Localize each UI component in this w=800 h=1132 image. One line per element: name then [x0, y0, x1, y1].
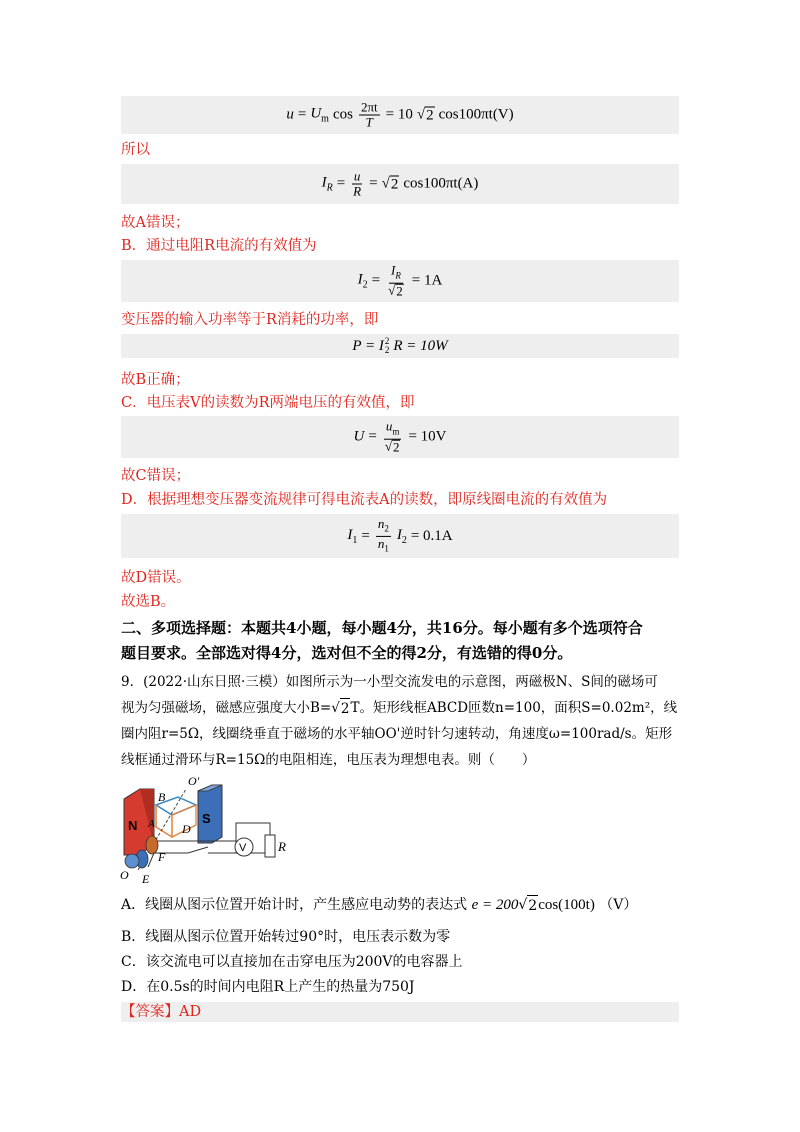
eq6-frac-num — [376, 517, 391, 537]
eq2-rhs2: cos100πt(A) — [403, 175, 479, 192]
text-a-wrong: 故A错误； — [121, 215, 190, 231]
eq5-fraction — [383, 420, 403, 455]
eq3-frac-num-letter: I — [391, 262, 396, 278]
eq6-fraction — [376, 517, 391, 555]
label-d: D — [182, 822, 191, 836]
eq5-frac-den: √ 2 — [384, 438, 400, 455]
eq2-lhs-letter: I — [321, 174, 327, 191]
eq3-lhs-sub: 2 — [362, 279, 368, 291]
option-a-expr: e = 200 — [471, 897, 519, 913]
eq1-rhs: = 10 — [385, 106, 413, 123]
slip-ring-3 — [125, 854, 139, 868]
equation-box-3 — [121, 260, 679, 302]
eq2-sqrt-rad: 2 — [390, 176, 399, 192]
eq6-mid — [397, 527, 407, 546]
eq6-frac-num-sub: 2 — [384, 523, 389, 534]
answer-text: 【答案】AD — [121, 1004, 202, 1020]
eq6-frac-den-sub: 1 — [384, 543, 389, 554]
eq1-sqrt-rad: 2 — [426, 107, 434, 123]
q9-line2 — [121, 698, 677, 719]
eq4-sub: 2 — [384, 345, 390, 355]
option-a-sqrt-rad: 2 — [527, 895, 538, 916]
text-d: D．根据理想变压器变流规律可得电流表A的读数，即原线圈电流的有效值为 — [121, 492, 608, 508]
resistor — [265, 835, 275, 857]
eq3-frac-num — [389, 264, 403, 284]
eq5-lhs: U — [353, 428, 365, 445]
q9-line2a: 视为匀强磁场，磁感应强度大小B= — [121, 700, 332, 716]
eq6-mid-letter: I — [396, 526, 402, 543]
slip-ring-1 — [146, 836, 158, 854]
eq2-lhs — [322, 175, 333, 194]
eq6-eq: = — [361, 527, 370, 544]
label-f: F — [158, 850, 166, 864]
eq3-eq: = — [371, 272, 381, 289]
eq1-cos: cos — [332, 106, 353, 123]
eq2-rhs-eq: = — [369, 175, 378, 192]
eq3-frac-den: √ 2 — [388, 282, 403, 299]
eq1-sqrt: √ 2 — [416, 106, 434, 123]
q9-line4: 线框通过滑环与R=15Ω的电阻相连，电压表为理想电表。则（ ） — [121, 752, 536, 768]
q9-sqrt: √ 2 — [331, 700, 350, 717]
eq6-lhs-sub: 1 — [352, 534, 358, 546]
equation-box-2 — [121, 164, 679, 204]
eq3-frac-num-sub: R — [395, 270, 401, 281]
eq2-fraction — [351, 170, 363, 199]
answer-box — [121, 1002, 679, 1022]
section2-line2: 题目要求。全部选对得4分，选对但不全的得2分，有选错的得0分。 — [121, 644, 573, 662]
label-o: O — [120, 868, 129, 882]
eq6-frac-num-letter: n — [377, 515, 385, 531]
eq1-frac-den: T — [365, 114, 373, 130]
eq1-um — [310, 106, 329, 125]
option-d: D．在0.5s的时间内电阻R上产生的热量为750J — [121, 979, 415, 995]
label-s: S — [202, 811, 211, 826]
eq2-eq: = — [336, 175, 346, 192]
eq3-sqrt-rad: 2 — [396, 283, 403, 299]
eq1-um-sub: m — [321, 113, 329, 125]
text-power: 变压器的输入功率等于R消耗的功率，即 — [121, 312, 379, 328]
equation-box-1 — [121, 96, 679, 134]
label-e: E — [142, 872, 150, 886]
option-a-text: A．线圈从图示位置开始计时，产生感应电动势的表达式 — [121, 897, 468, 913]
q9-line2b: T。矩形线框ABCD匝数n=100，面积S=0.02m²，线 — [350, 700, 678, 716]
eq6-lhs-letter: I — [347, 526, 353, 543]
eq2-lhs-sub: R — [326, 182, 333, 194]
generator-figure — [118, 775, 298, 887]
eq3-fraction — [386, 264, 406, 299]
text-b: B．通过电阻R电流的有效值为 — [121, 238, 317, 254]
q9-line1: 9．(2022·山东日照·三模）如图所示为一小型交流发电的示意图，两磁极N、S间的磁场可 — [121, 674, 658, 690]
eq5-frac-num — [384, 420, 402, 440]
eq4-sup: 2 — [384, 336, 390, 346]
eq5-eq: = — [368, 428, 377, 445]
label-r: R — [278, 839, 286, 854]
eq6-frac-den-letter: n — [377, 535, 385, 551]
section2-line1: 二、多项选择题：本题共4小题，每小题4分，共16分。每小题有多个选项符合 — [121, 619, 643, 637]
eq5-rhs: = 10V — [408, 428, 447, 445]
eq1-um-letter: U — [310, 105, 322, 122]
text-d-wrong: 故D错误。 — [121, 570, 191, 586]
eq3-lhs — [358, 272, 368, 291]
label-o-prime: O' — [188, 775, 200, 788]
q9-line3: 圈内阻r=5Ω，线圈绕垂直于磁场的水平轴OO'逆时针匀速转动，角速度ω=100rad/s。矩形 — [121, 726, 673, 742]
eq4-text: P = I — [352, 337, 384, 354]
eq6-lhs — [347, 527, 357, 546]
eq2-frac-den: R — [353, 183, 362, 199]
eq5-sqrt-rad: 2 — [392, 439, 400, 455]
eq1-fraction — [359, 101, 380, 130]
equation-box-6 — [121, 514, 679, 558]
eq1-eq: = — [297, 106, 307, 123]
eq2-frac-num: u — [353, 168, 361, 184]
text-suoyi: 所以 — [121, 142, 150, 158]
eq6-mid-sub: 2 — [401, 534, 407, 546]
eq1-rhs2: cos100πt(V) — [438, 106, 514, 123]
eq4-rest: R = 10W — [393, 337, 448, 354]
eq6-rhs: = 0.1A — [410, 527, 453, 544]
eq1-frac-num: 2πt — [360, 99, 378, 115]
eq6-frac-den — [376, 537, 391, 556]
option-a-unit: （V） — [599, 897, 638, 913]
eq5-frac-num-sub: m — [392, 426, 400, 437]
text-choose-b: 故选B。 — [121, 594, 176, 610]
label-b: B — [158, 790, 166, 804]
option-a-sqrt: √ 2 — [518, 897, 538, 914]
option-b: B．线圈从图示位置开始转过90°时，电压表示数为零 — [121, 929, 451, 945]
eq2-sqrt: √ 2 — [381, 175, 399, 192]
eq3-rhs: = 1A — [411, 272, 443, 289]
eq3-lhs-letter: I — [357, 271, 363, 288]
eq5-frac-num-letter: u — [385, 418, 393, 434]
label-n: N — [128, 818, 138, 833]
label-v: V — [239, 842, 247, 854]
eq4-supsub — [385, 337, 390, 355]
option-a — [121, 895, 637, 916]
eq1-lhs: u — [286, 106, 294, 123]
option-a-expr2: cos(100t) — [538, 897, 595, 913]
option-c: C．该交流电可以直接加在击穿电压为200V的电容器上 — [121, 954, 463, 970]
equation-box-4 — [121, 334, 679, 358]
q9-sqrt-rad: 2 — [340, 698, 351, 719]
label-a: A — [148, 818, 155, 830]
text-c: C．电压表V的读数为R两端电压的有效值，即 — [121, 395, 415, 411]
equation-box-5 — [121, 416, 679, 458]
text-b-right: 故B正确； — [121, 372, 190, 388]
text-c-wrong: 故C错误； — [121, 468, 191, 484]
